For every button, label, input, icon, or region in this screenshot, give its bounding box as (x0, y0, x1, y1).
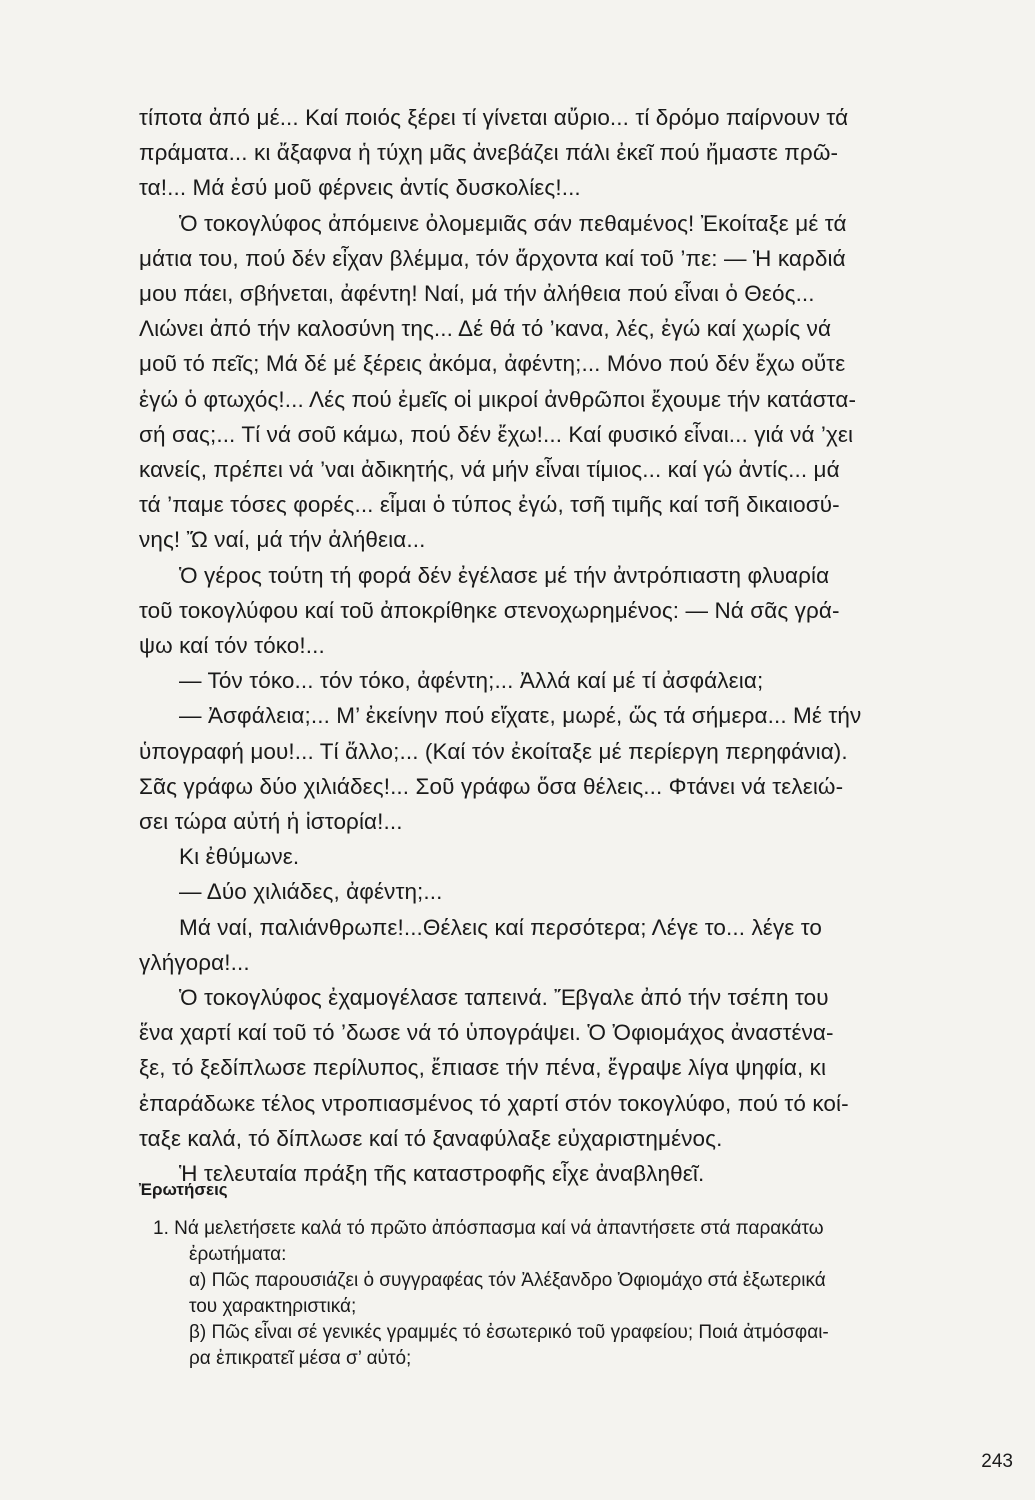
text-line: μάτια του, πού δέν εἶχαν βλέμμα, τόν ἄρχοντα καί τοῦ ’πε: — Ἡ καρδιά (139, 245, 846, 271)
question-1a-line: α) Πῶς παρουσιάζει ὁ συγγραφέας τόν Ἀλέξανδρο Ὀφιομάχο στά ἐξωτερικά (189, 1270, 826, 1291)
questions-section (139, 1178, 1019, 1372)
body-text (139, 100, 1009, 1191)
text-line: πράματα... κι ἄξαφνα ἡ τύχη μᾶς ἀνεβάζει πάλι ἐκεῖ πού ἤμαστε πρῶ- (139, 140, 839, 166)
text-line: τίποτα ἀπό μέ... Καί ποιός ξέρει τί γίνεται αὔριο... τί δρόμο παίρνουν τά (139, 105, 849, 130)
text-line: Κι ἐθύμωνε. (179, 844, 300, 870)
question-1a-line: του χαρακτηριστικά; (189, 1296, 357, 1317)
text-line: μοῦ τό πεῖς; Μά δέ μέ ξέρεις ἀκόμα, ἀφέντη;... Μόνο πού δέν ἔχω οὔτε (139, 351, 846, 377)
text-line: μου πάει, σβήνεται, ἀφέντη! Ναί, μά τήν ἀλήθεια πού εἶναι ὁ Θεός... (139, 281, 815, 307)
text-line: ὑπογραφή μου!... Τί ἄλλο;... (Καί τόν ἐκοίταξε μέ περίεργη περηφάνια). (139, 738, 848, 764)
text-line: τοῦ τοκογλύφου καί τοῦ ἀποκρίθηκε στενοχωρημένος: — Νά σᾶς γρά- (139, 597, 840, 623)
questions-heading: Ἐρωτήσεις (139, 1180, 228, 1199)
text-line: ξε, τό ξεδίπλωσε περίλυπος, ἔπιασε τήν πένα, ἔγραψε λίγα ψηφία, κι (139, 1055, 827, 1081)
text-line: Ὁ τοκογλύφος ἐχαμογέλασε ταπεινά. Ἔβγαλε ἀπό τήν τσέπη του (179, 985, 829, 1011)
page-number: 243 (981, 1451, 1013, 1472)
text-line: γλήγορα!... (139, 949, 250, 975)
text-line: Σᾶς γράφω δύο χιλιάδες!... Σοῦ γράφω ὅσα θέλεις... Φτάνει νά τελειώ- (139, 773, 844, 799)
text-line: σή σας;... Τί νά σοῦ κάμω, πού δέν ἔχω!... Καί φυσικό εἶναι... γιά νά ’χει (139, 421, 854, 447)
question-1-line: ἐρωτήματα: (189, 1244, 287, 1265)
text-line: σει τώρα αὐτή ἡ ἱστορία!... (139, 809, 403, 835)
text-line: ἐγώ ὁ φτωχός!... Λές πού ἐμεῖς οἱ μικροί ἀνθρῶποι ἔχουμε τήν κατάστα- (139, 386, 857, 412)
text-line: ψω καί τόν τόκο!... (139, 633, 325, 659)
text-line: — Ἀσφάλεια;... Μ’ ἐκείνην πού εἴχατε, μωρέ, ὥς τά σήμερα... Μέ τήν (179, 703, 862, 729)
text-line: Ὁ γέρος τούτη τή φορά δέν ἐγέλασε μέ τήν ἀντρόπιαστη φλυαρία (179, 562, 830, 588)
text-line: Ὁ τοκογλύφος ἀπόμεινε ὀλομεμιᾶς σάν πεθαμένος! Ἐκοίταξε μέ τά (179, 210, 847, 236)
text-line: — Δύο χιλιάδες, ἀφέντη;... (179, 879, 443, 905)
text-line: νης! Ὤ ναί, μά τήν ἀλήθεια... (139, 527, 426, 553)
text-line: Ἡ τελευταία πράξη τῆς καταστροφῆς εἶχε ἀναβληθεῖ. (179, 1161, 705, 1187)
question-1b-line: β) Πῶς εἶναι σέ γενικές γραμμές τό ἐσωτερικό τοῦ γραφείου; Ποιά ἀτμόσφαι- (189, 1322, 829, 1343)
question-1-line: 1. Νά μελετήσετε καλά τό πρῶτο ἀπόσπασμα καί νά ἀπαντήσετε στά παρακάτω (153, 1218, 824, 1239)
text-line: τα!... Μά ἐσύ μοῦ φέρνεις ἀντίς δυσκολίες!... (139, 175, 581, 201)
text-line: ἕνα χαρτί καί τοῦ τό ’δωσε νά τό ὑπογράψει. Ὁ Ὀφιομάχος ἀναστένα- (139, 1020, 834, 1046)
text-line: Μά ναί, παλιάνθρωπε!...Θέλεις καί περσότερα; Λέγε το... λέγε το (179, 914, 823, 940)
text-line: ταξε καλά, τό δίπλωσε καί τό ξαναφύλαξε εὐχαριστημένος. (139, 1125, 723, 1151)
text-line: ἐπαράδωκε τέλος ντροπιασμένος τό χαρτί στόν τοκογλύφο, πού τό κοί- (139, 1090, 849, 1116)
text-line: κανείς, πρέπει νά ’ναι ἀδικητής, νά μήν εἶναι τίμιος... καί γώ ἀντίς... μά (139, 457, 840, 483)
text-line: Λιώνει ἀπό τήν καλοσύνη της... Δέ θά τό ’κανα, λές, ἐγώ καί χωρίς νά (139, 316, 832, 342)
question-1b-line: ρα ἐπικρατεῖ μέσα σ’ αὐτό; (189, 1348, 412, 1369)
text-line: — Τόν τόκο... τόν τόκο, ἀφέντη;... Ἀλλά καί μέ τί ἀσφάλεια; (179, 668, 764, 694)
text-line: τά ’παμε τόσες φορές... εἶμαι ὁ τύπος ἐγώ, τσῆ τιμῆς καί τσῆ δικαιοσύ- (139, 492, 840, 518)
